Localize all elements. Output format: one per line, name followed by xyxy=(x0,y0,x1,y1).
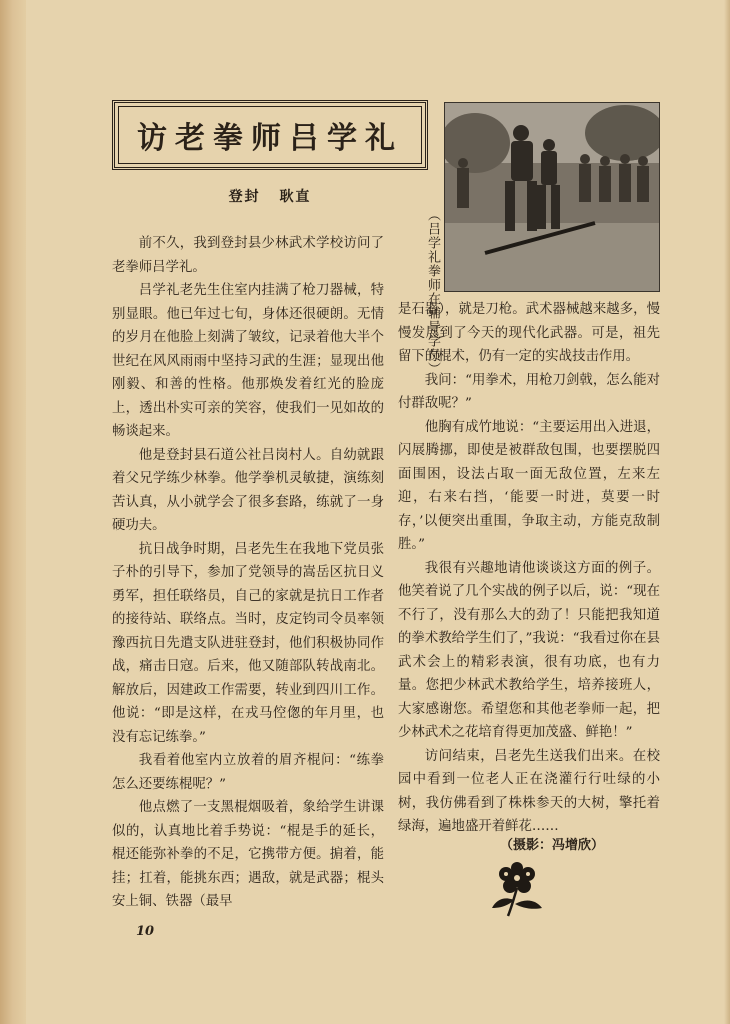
paragraph: 我问：“用拳术，用枪刀剑戟，怎么能对付群敌呢？” xyxy=(398,372,660,411)
paragraph-continuation: 是石器），就是刀枪。武术器械越来越多，慢慢发展到了今天的现代化武器。可是，祖先留下的棍术，仍有一定的实战技击作用。 xyxy=(398,302,660,364)
paragraph: 他胸有成竹地说：“主要运用出入进退，闪展腾挪，即使是被群敌包围，也要摆脱四面围困，设法占取一面无敌位置，左来左迎，右来右挡，‘能要一时进，莫要一时存，’以便突出重围，争取主动，方能克敌制胜。” xyxy=(398,419,660,552)
page-edge xyxy=(724,0,730,1024)
left-column xyxy=(112,232,384,914)
paragraph: 前不久，我到登封县少林武术学校访问了老拳师吕学礼。 xyxy=(112,236,384,275)
paragraph: 吕学礼老先生住室内挂满了枪刀器械，特别显眼。他已年过七旬，身体还很硬朗。无情的岁月在他脸上刻满了皱纹，记录着他大半个世纪在风风雨雨中坚持习武的生涯；显现出他刚毅、和善的性格。他那焕发着红光的脸庞上，透出朴实可亲的笑容，使我们一见如故的畅谈起来。 xyxy=(112,283,384,439)
paragraph: 访问结束，吕老先生送我们出来。在校园中看到一位老人正在浇灌行行吐绿的小树，我仿佛看到了株株参天的大树，擎托着绿海，遍地盛开着鲜花…… xyxy=(398,748,660,834)
article-title: 访老拳师吕学礼 xyxy=(137,121,403,156)
byline xyxy=(112,186,428,206)
byline-author: 耿直 xyxy=(279,189,312,205)
byline-place: 登封 xyxy=(228,189,261,205)
book-binding-edge xyxy=(0,0,26,1024)
paragraph: 我看着他室内立放着的眉齐棍问：“练拳怎么还要练棍呢？” xyxy=(112,753,384,792)
photo-credit: （摄影：冯增欣） xyxy=(500,838,605,853)
paragraph: 抗日战争时期，吕老先生在我地下党员张子朴的引导下，参加了党领导的嵩岳区抗日义勇军，担任联络员，自己的家就是抗日工作者的接待站、联络点。当时，皮定钧司令员率领豫西抗日先遣支队进驻登封，他们积极协同作战，痛击日寇。后来，他又随部队转战南北。解放后，因建政工作需要，转业到四川工作。他说：“即是这样，在戎马倥偬的年月里，也没有忘记练拳。” xyxy=(112,541,384,745)
martial-arts-photo xyxy=(444,102,660,292)
photo-illustration xyxy=(445,103,659,291)
photo-caption: （吕学礼拳师在辅导学员） xyxy=(425,208,440,376)
paragraph: 他点燃了一支黑棍烟吸着，象给学生讲课似的，认真地比着手势说：“棍是手的延长，棍还能弥补拳的不足，它携带方便。掮着，能挂；扛着，能挑东西；遇敌，就是武器；棍头安上铜、铁器（最早 xyxy=(112,800,384,909)
page-number: 10 xyxy=(136,924,155,939)
paragraph: 他是登封县石道公社吕岗村人。自幼就跟着父兄学练少林拳。他学拳机灵敏捷，演练刻苦认真，从小就学会了很多套路，练就了一身硬功夫。 xyxy=(112,447,384,533)
flower-ornament-icon xyxy=(484,858,550,920)
paragraph: 我很有兴趣地请他谈谈这方面的例子。他笑着说了几个实战的例子以后，说：“现在不行了，没有那么大的劲了！只能把我知道的拳术教给学生们了，”我说：“我看过你在县武术会上的精彩表演，很有功底，也有力量。您把少林武术教给学生，培养接班人，大家感谢您。希望您和其他老拳师一起，把少林武术之花培育得更加茂盛、鲜艳！” xyxy=(398,560,660,740)
right-column xyxy=(398,298,660,839)
title-box xyxy=(112,100,428,170)
